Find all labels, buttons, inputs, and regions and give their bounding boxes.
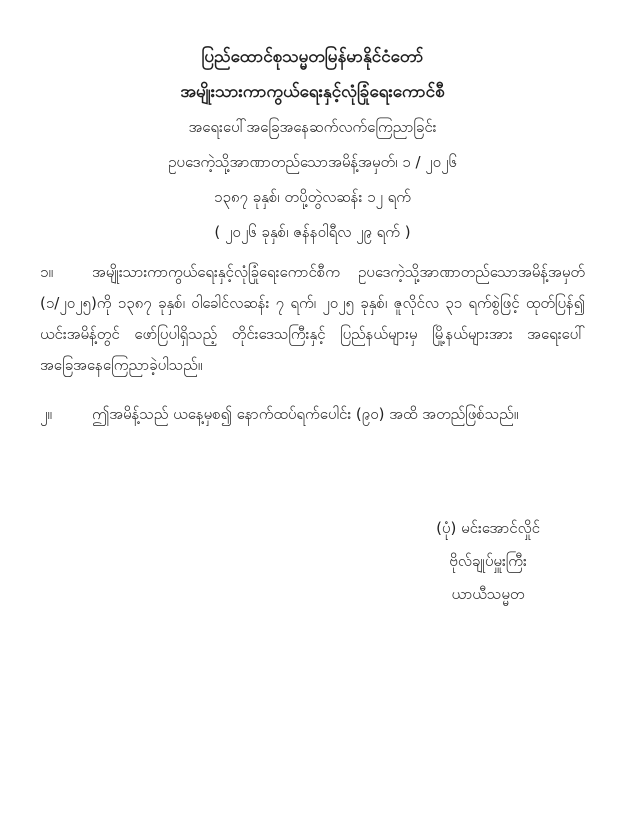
paragraph-2-number: ၂။	[40, 405, 52, 423]
signature-block	[436, 512, 540, 611]
document-subject: အရေးပေါ်အခြေအနေဆက်လက်ကြေညာခြင်း	[188, 118, 437, 136]
signature-title: ယာယီသမ္မတ	[451, 585, 525, 603]
state-title: ပြည်ထောင်စုသမ္မတမြန်မာနိုင်ငံတော်	[201, 47, 424, 67]
paragraph-2	[40, 399, 585, 430]
myanmar-date-line: ၁၃၈၇ ခုနှစ်၊ တပို့တွဲလဆန်း ၁၂ ရက်	[214, 188, 411, 206]
order-number-line: ဥပဒေကဲ့သို့အာဏာတည်သောအမိန့်အမှတ်၊ ၁ / ၂၀၂၆	[168, 153, 457, 171]
paragraph-2-text: ဤအမိန့်သည် ယနေ့မှစ၍ နောက်ထပ်ရက်ပေါင်း (၉၀) အထိ အတည်ဖြစ်သည်။	[92, 405, 519, 423]
paragraph-1-text: အမျိုးသားကာကွယ်ရေးနှင့်လုံခြုံရေးကောင်စီက ဥပဒေကဲ့သို့အာဏာတည်သောအမိန့်အမှတ် (၁/၂၀၂၅)ကို ၁၃၈၇ ခုနှစ်၊ ဝါခေါင်လဆန်း ၇ ရက်၊ ၂၀၂၅ ခုနှစ်၊ ဇူလိုင်လ ၃၁ ရက်စွဲဖြင့် ထုတ်ပြန်၍ ယင်းအမိန့်တွင် ဖော်ပြပါရှိသည့် တိုင်းဒေသကြီးနှင့် ပြည်နယ်များမှ မြို့နယ်များအား အရေးပေါ်အခြေအနေကြေညာခဲ့ပါသည်။	[40, 263, 585, 374]
paragraph-1	[40, 257, 585, 381]
gregorian-date-line: ( ၂၀၂၆ ခုနှစ်၊ ဇန်နဝါရီလ ၂၉ ရက် )	[214, 223, 411, 241]
signature-rank: ဗိုလ်ချုပ်မှူးကြီး	[449, 552, 527, 570]
council-title: အမျိုးသားကာကွယ်ရေးနှင့်လုံခြုံရေးကောင်စီ	[180, 82, 445, 102]
paragraph-1-number: ၁။	[40, 263, 53, 281]
signature-signed-name: (ပုံ) မင်းအောင်လှိုင်	[436, 519, 540, 537]
